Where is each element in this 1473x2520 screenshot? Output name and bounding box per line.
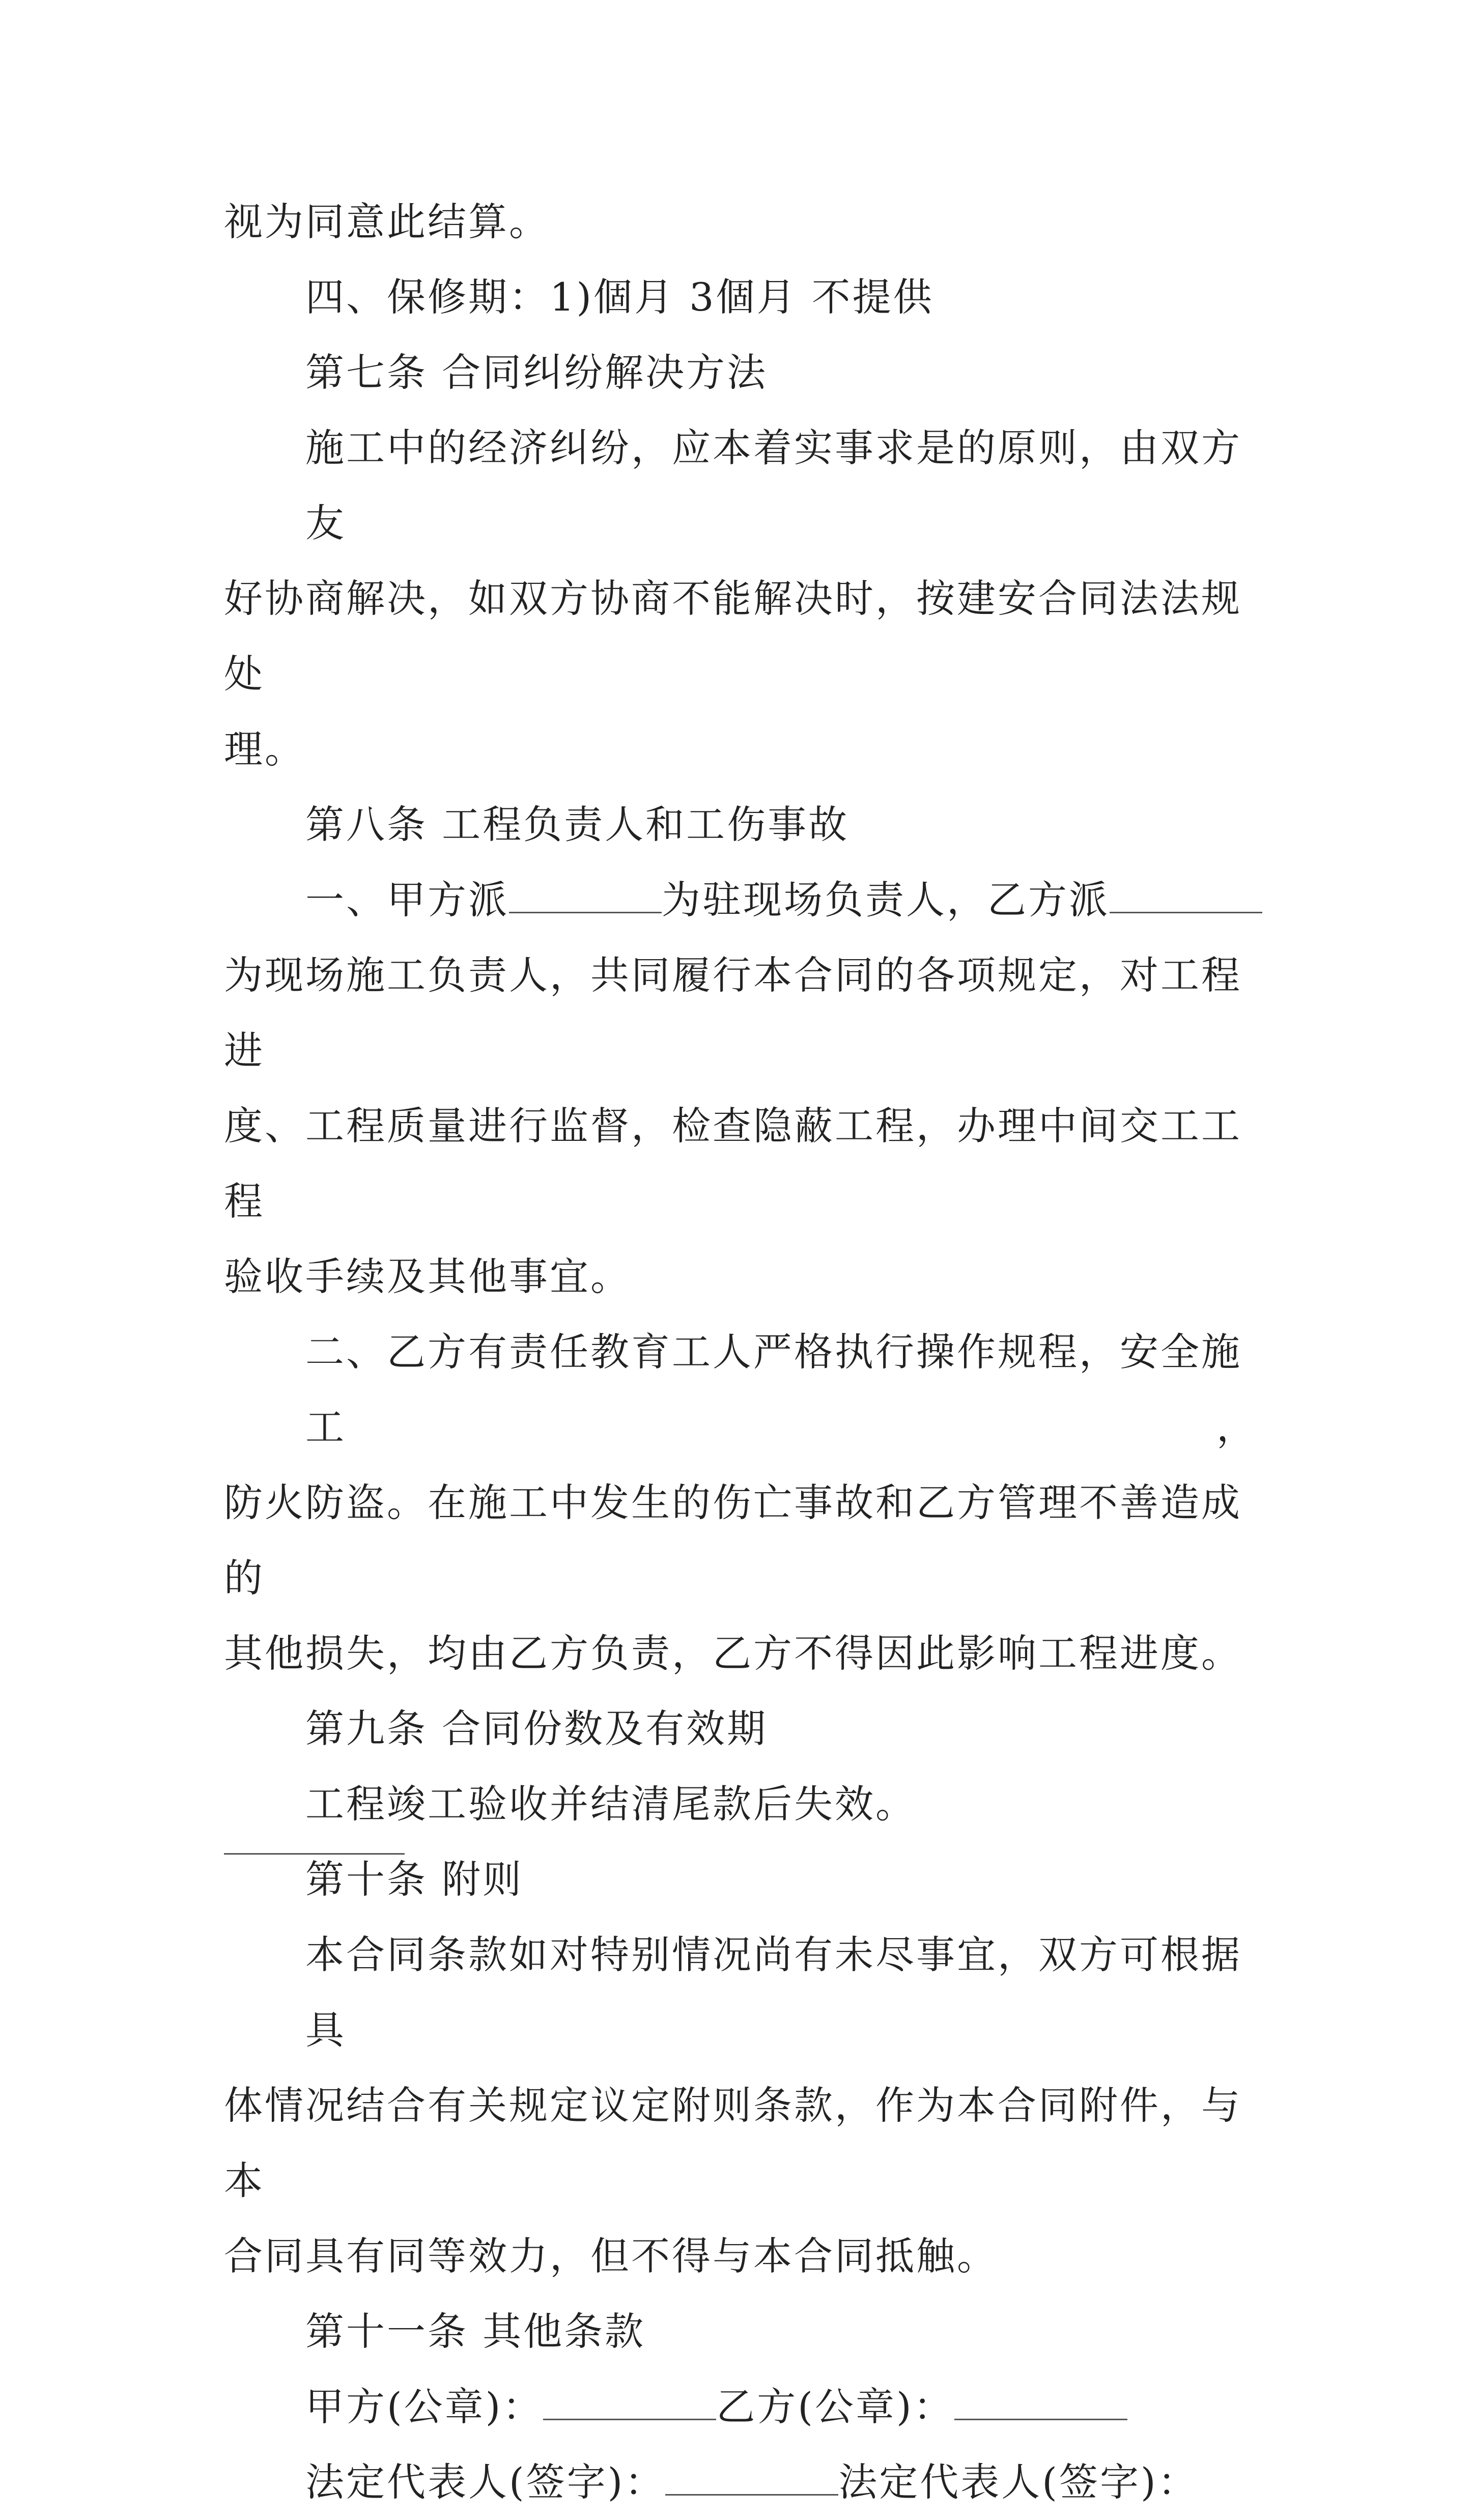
article-9-heading: 第九条 合同份数及有效期: [305, 1706, 768, 1751]
article-8-heading: 第八条 工程负责人和工伤事故: [305, 802, 849, 847]
party-a-seal-label: 甲方(公章)：: [305, 2384, 544, 2429]
warranty-clause: 四、保修期：1)個月 3個月 不提供: [305, 274, 934, 320]
article-11-heading: 第十一条 其他条款: [305, 2309, 646, 2354]
article-7-heading: 第七条 合同纠纷解决方法: [305, 350, 768, 395]
paragraph-line: 体情况结合有关规定议定附则条款，作为本合同附件，与本: [224, 2083, 1242, 2203]
paragraph-line: 验收手续及其他事宜。: [224, 1254, 631, 1299]
document-body: [224, 184, 1257, 2520]
party-a-representative-label: 法定代表人(签字)：: [305, 2459, 666, 2505]
paragraph-line: 二、乙方有责任教育工人严格执行操作规程，安全施工，: [305, 1329, 1257, 1450]
text-line: 视为同意此结算。: [224, 199, 550, 244]
seal-line: [224, 2369, 1257, 2445]
text-fragment: 一、甲方派: [305, 877, 509, 922]
paragraph-line: 本合同条款如对特别情况尚有未尽事宜，双方可根据具: [305, 1932, 1242, 2053]
paragraph-line: 理。: [224, 726, 305, 772]
paragraph-line: 度、工程质量进行监督，检查隐蔽工程，办理中间交工工程: [224, 1103, 1242, 1224]
blank-line-field: [509, 881, 662, 913]
blank-line-field: [1110, 881, 1262, 913]
party-b-seal-label: 乙方(公章)：: [716, 2384, 954, 2429]
paragraph-line: [224, 862, 1257, 938]
party-a-signature-blank: [665, 2463, 838, 2496]
signature-line: [224, 2445, 1257, 2520]
paragraph-line: 工程竣工验收并结清尾款后失效。: [305, 1781, 916, 1827]
text-fragment: 为驻现场负责人，乙方派: [662, 877, 1110, 922]
party-b-seal-blank: [954, 2388, 1127, 2420]
article-10-heading: 第十条 附则: [305, 1857, 524, 1902]
paragraph-line: 合同具有同等效力，但不得与本合同抵触。: [224, 2233, 998, 2279]
paragraph-line: 好协商解决，如双方协商不能解决时，按建安合同法法规处: [224, 576, 1242, 696]
paragraph-line: 防火防盗。在施工中发生的伤亡事故和乙方管理不善造成的: [224, 1480, 1242, 1601]
party-b-representative-label: 法定代表人(签字)：: [838, 2459, 1199, 2505]
paragraph-line: 为现场施工负责人，共同履行本合同的各项规定，对工程进: [224, 953, 1242, 1073]
party-a-seal-blank: [543, 2388, 716, 2420]
paragraph-line: 其他损失，均由乙方负责，乙方不得因此影响工程进度。: [224, 1631, 1242, 1676]
signature-continuation-rule: [224, 1853, 405, 1855]
paragraph-line: 施工中的经济纠纷，应本着实事求是的原则，由双方友: [305, 425, 1242, 546]
